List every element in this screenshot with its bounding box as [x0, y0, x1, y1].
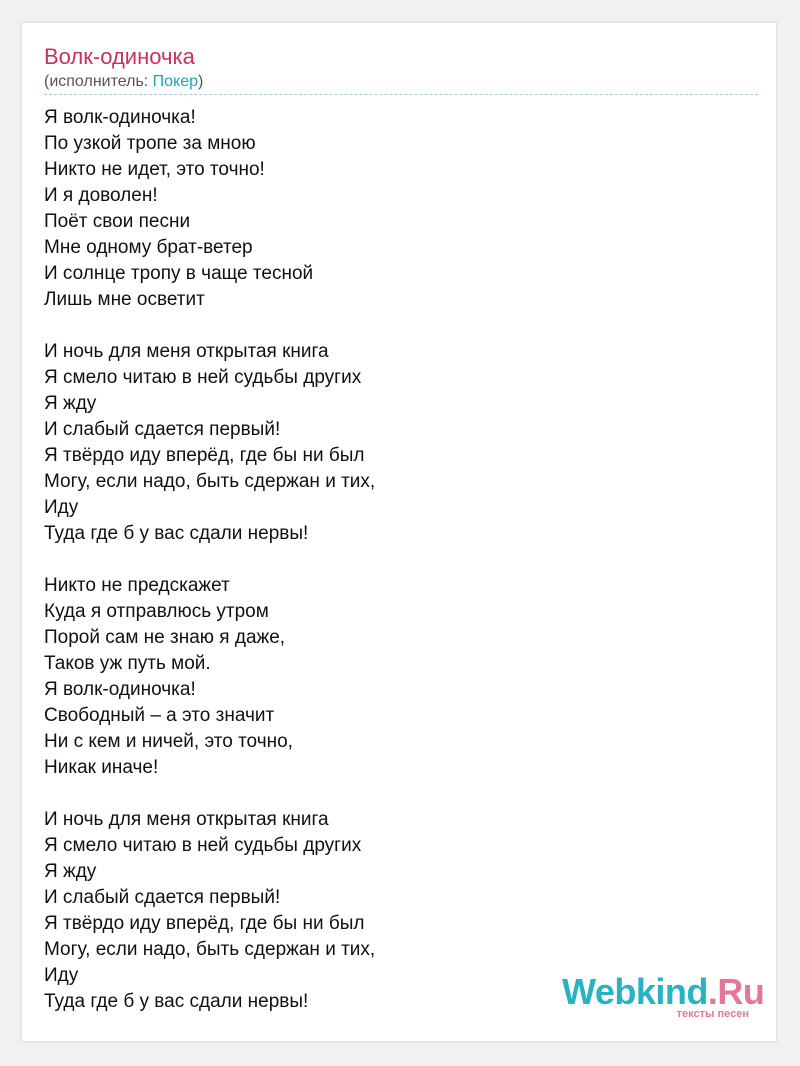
lyric-line: Туда где б у вас сдали нервы! [44, 523, 309, 544]
lyric-line: Порой сам не знаю я даже, [44, 627, 286, 648]
lyric-line: Никто не идет, это точно! [44, 159, 265, 180]
lyric-line: И ночь для меня открытая книга [44, 341, 329, 362]
lyric-line: Поёт свои песни [44, 211, 191, 232]
lyric-line: Могу, если надо, быть сдержан и тих, [44, 939, 376, 960]
lyric-line: Я смело читаю в ней судьбы других [44, 367, 362, 388]
stanza-gap [44, 313, 744, 339]
logo-brand: Webkind [562, 971, 708, 1012]
lyric-line: Таков уж путь мой. [44, 653, 211, 674]
lyric-line: И я доволен! [44, 185, 158, 206]
lyric-line: Ни с кем и ничей, это точно, [44, 731, 293, 752]
lyrics-card [21, 22, 777, 1042]
song-title: Волк-одиночка [44, 44, 195, 69]
lyric-line: Я твёрдо иду вперёд, где бы ни был [44, 445, 365, 466]
stanza-gap [44, 781, 744, 807]
lyric-line: По узкой тропе за мною [44, 133, 256, 154]
artist-link[interactable]: Покер [152, 73, 199, 90]
lyric-line: Я волк-одиночка! [44, 679, 196, 700]
logo-tld: Ru [717, 971, 765, 1012]
lyric-line: И ночь для меня открытая книга [44, 809, 329, 830]
artist-line [44, 72, 203, 92]
stanza-gap [44, 547, 744, 573]
webkind-logo[interactable] [562, 971, 765, 1022]
lyric-line: Я жду [44, 861, 97, 882]
lyric-line: Я жду [44, 393, 97, 414]
lyric-line: Иду [44, 965, 79, 986]
lyric-line: Никак иначе! [44, 757, 159, 778]
logo-wordmark [562, 972, 764, 1012]
lyric-line: Могу, если надо, быть сдержан и тих, [44, 471, 376, 492]
logo-dot: . [707, 971, 718, 1012]
lyric-line: Свободный – а это значит [44, 705, 275, 726]
lyric-line: Иду [44, 497, 79, 518]
lyrics-body [44, 105, 744, 1015]
lyric-line: Я волк-одиночка! [44, 107, 196, 128]
lyric-line: Куда я отправлюсь утром [44, 601, 269, 622]
lyric-line: И солнце тропу в чаще тесной [44, 263, 314, 284]
lyric-line: Туда где б у вас сдали нервы! [44, 991, 309, 1012]
artist-prefix: (исполнитель: [44, 73, 153, 90]
artist-suffix: ) [198, 73, 204, 90]
logo-tagline: тексты песен [676, 1008, 749, 1020]
lyric-line: Мне одному брат-ветер [44, 237, 253, 258]
lyric-line: Я твёрдо иду вперёд, где бы ни был [44, 913, 365, 934]
title-divider [44, 94, 758, 95]
lyric-line: Я смело читаю в ней судьбы других [44, 835, 362, 856]
lyric-line: Лишь мне осветит [44, 289, 205, 310]
lyric-line: И слабый сдается первый! [44, 419, 281, 440]
lyric-line: И слабый сдается первый! [44, 887, 281, 908]
lyric-line: Никто не предскажет [44, 575, 230, 596]
